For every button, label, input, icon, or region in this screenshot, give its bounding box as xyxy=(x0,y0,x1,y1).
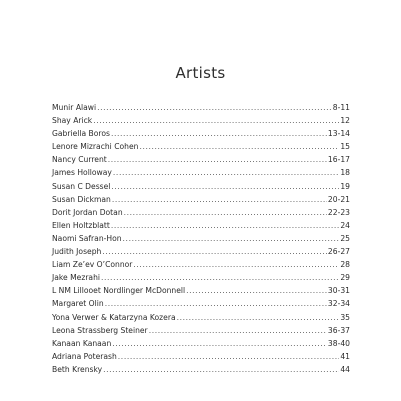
list-item xyxy=(52,101,350,114)
artist-name: Munir Alawi xyxy=(52,103,97,112)
dot-leader xyxy=(112,193,327,206)
list-item xyxy=(52,114,350,127)
artist-name: Liam Ze’ev O’Connor xyxy=(52,260,133,270)
page-range: 22-23 xyxy=(327,207,350,217)
artist-name: Jake Mezrahi xyxy=(52,273,101,283)
page-range: 13-14 xyxy=(327,129,350,139)
page-range: 26-27 xyxy=(327,247,350,257)
artist-name: Judith Joseph xyxy=(52,247,102,257)
page-range: 20-21 xyxy=(327,194,350,204)
list-item xyxy=(52,324,350,337)
dot-leader xyxy=(139,140,339,153)
dot-leader xyxy=(97,101,332,114)
list-item xyxy=(52,232,350,245)
page-range: 35 xyxy=(340,312,350,322)
list-item xyxy=(52,153,350,166)
dot-leader xyxy=(112,337,327,350)
page-range: 29 xyxy=(340,273,350,283)
list-item xyxy=(52,297,350,310)
list-item xyxy=(52,219,350,232)
dot-leader xyxy=(93,114,339,127)
list-item xyxy=(52,193,350,206)
artist-name: Dorit Jordan Dotan xyxy=(52,207,123,217)
dot-leader xyxy=(105,297,327,310)
list-item xyxy=(52,127,350,140)
list-item xyxy=(52,245,350,258)
artist-name: Susan C Dessel xyxy=(52,181,111,191)
dot-leader xyxy=(124,206,327,219)
page-range: 24 xyxy=(340,220,350,230)
page-range: 30-31 xyxy=(327,286,350,296)
dot-leader xyxy=(111,219,339,232)
dot-leader xyxy=(118,350,340,363)
artist-name: Lenore Mizrachi Cohen xyxy=(52,142,139,152)
dot-leader xyxy=(123,232,340,245)
dot-leader xyxy=(101,271,339,284)
artist-index xyxy=(52,101,350,376)
artist-name: Nancy Current xyxy=(52,155,107,165)
dot-leader xyxy=(103,363,339,376)
list-item xyxy=(52,180,350,193)
page-range: 36-37 xyxy=(327,325,350,335)
page-range: 16-17 xyxy=(327,155,350,165)
list-item xyxy=(52,363,350,376)
artist-name: Adriana Poterash xyxy=(52,351,117,361)
list-item xyxy=(52,166,350,179)
artist-name: L NM Lillooet Nordlinger McDonnell xyxy=(52,286,186,296)
page-range: 19 xyxy=(340,181,350,191)
dot-leader xyxy=(108,153,327,166)
artist-name: Kanaan Kanaan xyxy=(52,338,112,348)
dot-leader xyxy=(111,180,339,193)
artist-name: Shay Arick xyxy=(52,116,93,126)
dot-leader xyxy=(149,324,327,337)
page-range: 25 xyxy=(340,233,350,243)
page-range: 8-11 xyxy=(332,103,350,112)
artist-name: Beth Krensky xyxy=(52,364,103,374)
list-item xyxy=(52,311,350,324)
artist-name: Gabriella Boros xyxy=(52,129,110,139)
list-item xyxy=(52,271,350,284)
page-range: 18 xyxy=(340,168,350,178)
page-range: 32-34 xyxy=(327,299,350,309)
artist-name: Naomi Safran-Hon xyxy=(52,233,122,243)
artist-name: Leona Strassberg Steiner xyxy=(52,325,148,335)
list-item xyxy=(52,258,350,271)
page-range: 44 xyxy=(340,364,350,374)
artist-name: Margaret Olin xyxy=(52,299,104,309)
list-item xyxy=(52,284,350,297)
page-range: 12 xyxy=(340,116,350,126)
dot-leader xyxy=(102,245,327,258)
list-item xyxy=(52,350,350,363)
page-range: 28 xyxy=(340,260,350,270)
page-range: 38-40 xyxy=(327,338,350,348)
dot-leader xyxy=(133,258,339,271)
artist-name: Yona Verwer & Katarzyna Kozera xyxy=(52,312,176,322)
dot-leader xyxy=(186,284,327,297)
list-item xyxy=(52,140,350,153)
page-title: Artists xyxy=(175,64,226,82)
dot-leader xyxy=(177,311,340,324)
dot-leader xyxy=(113,166,339,179)
artist-name: Susan Dickman xyxy=(52,194,111,204)
list-item xyxy=(52,337,350,350)
dot-leader xyxy=(111,127,327,140)
artist-name: James Holloway xyxy=(52,168,112,178)
artist-name: Ellen Holtzblatt xyxy=(52,220,110,230)
page-range: 15 xyxy=(340,142,350,152)
list-item xyxy=(52,206,350,219)
page-range: 41 xyxy=(340,351,350,361)
